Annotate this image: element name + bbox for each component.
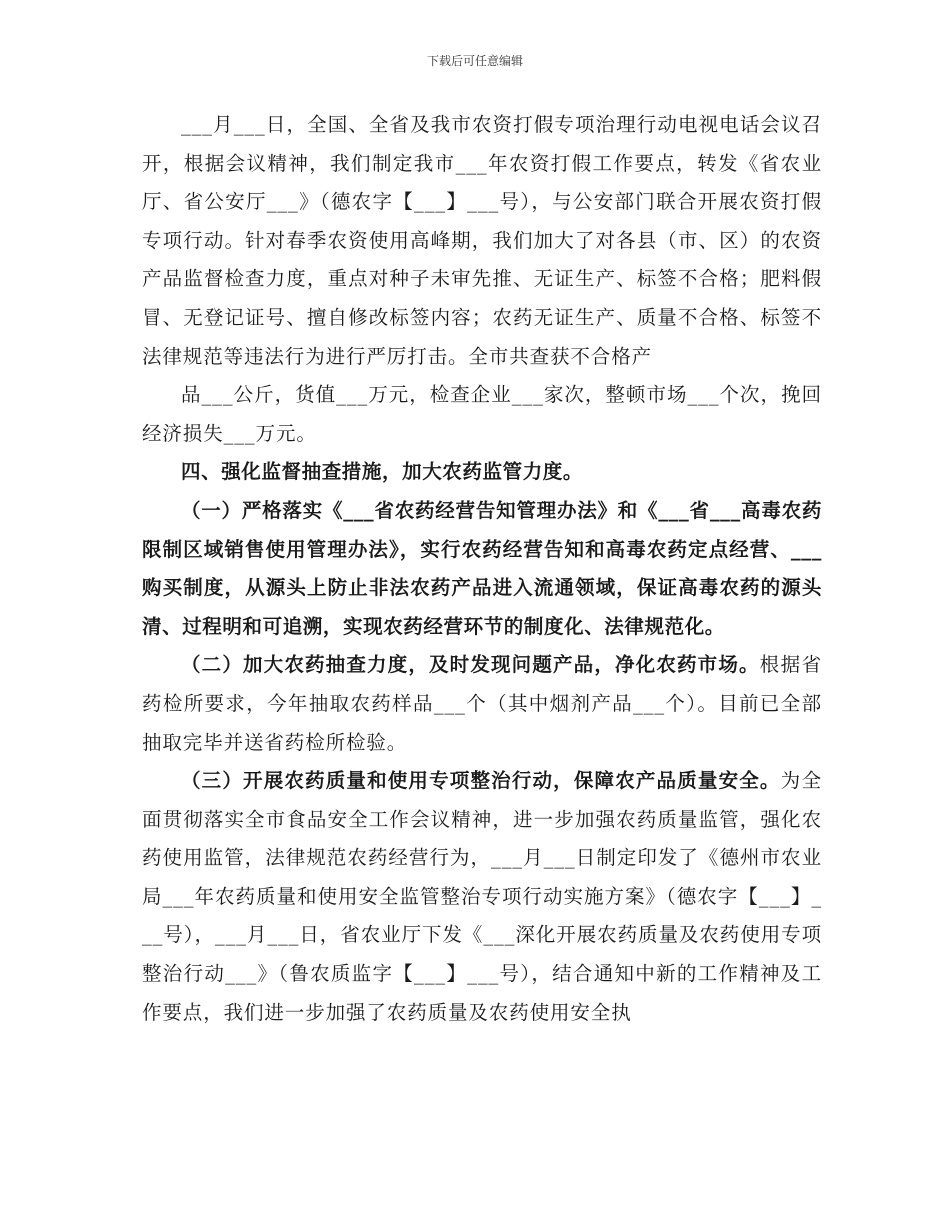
subsection-3-heading: （三）开展农药质量和使用专项整治行动，保障农产品质量安全。 [181, 769, 781, 793]
subsection-1: （一）严格落实《___省农药经营告知管理办法》和《___省___高毒农药限制区域销售使用管理办法》，实行农药经营告知和高毒农药定点经营、___购买制度，从源头上防止非法农药产品进入流通领域，保证高毒农药的源头清、过程明和可追溯，实现农药经营环节的制度化、法律规范化。 [142, 498, 822, 638]
subsection-2-text: 根据省药检所要求，今年抽取农药样品___个（其中烟剂产品___个）。目前已全部抽取完毕并送省药检所检验。 [142, 653, 822, 754]
paragraph-2: 品___公斤，货值___万元，检查企业___家次，整顿市场___个次，挽回经济损失___万元。 [142, 383, 822, 445]
subsection-3 [142, 762, 822, 1032]
subsection-3-text: 为全面贯彻落实全市食品安全工作会议精神，进一步加强农药质量监管，强化农药使用监管，法律规范农药经营行为，___月___日制定印发了《德州市农业局___年农药质量和使用安全监管整治专项行动实施方案》（德农字【___】___号），___月___日，省农业厅下发《___深化开展农药质量及农药使用专项整治行动___》（鲁农质监字【___】___号），结合通知中新的工作精神及工作要点，我们进一步加强了农药质量及农药使用安全执 [142, 769, 822, 1024]
subsection-2-heading: （二）加大农药抽查力度，及时发现问题产品，净化农药市场。 [181, 653, 760, 677]
page-header: 下载后可任意编辑 [426, 54, 523, 68]
paragraph-1: ___月___日，全国、全省及我市农资打假专项治理行动电视电话会议召开，根据会议精神，我们制定我市___年农资打假工作要点，转发《省农业厅、省公安厅___》（德农字【___】___号），与公安部门联合开展农资打假专项行动。针对春季农资使用高峰期，我们加大了对各县（市、区）的农资产品监督检查力度，重点对种子未审先推、无证生产、标签不合格；肥料假冒、无登记证号、擅自修改标签内容；农药无证生产、质量不合格、标签不法律规范等违法行为进行严厉打击。全市共查获不合格产 [142, 113, 822, 368]
section-heading-4: 四、强化监督抽查措施，加大农药监管力度。 [181, 460, 584, 484]
document-body [142, 106, 822, 1032]
subsection-2 [142, 646, 822, 762]
